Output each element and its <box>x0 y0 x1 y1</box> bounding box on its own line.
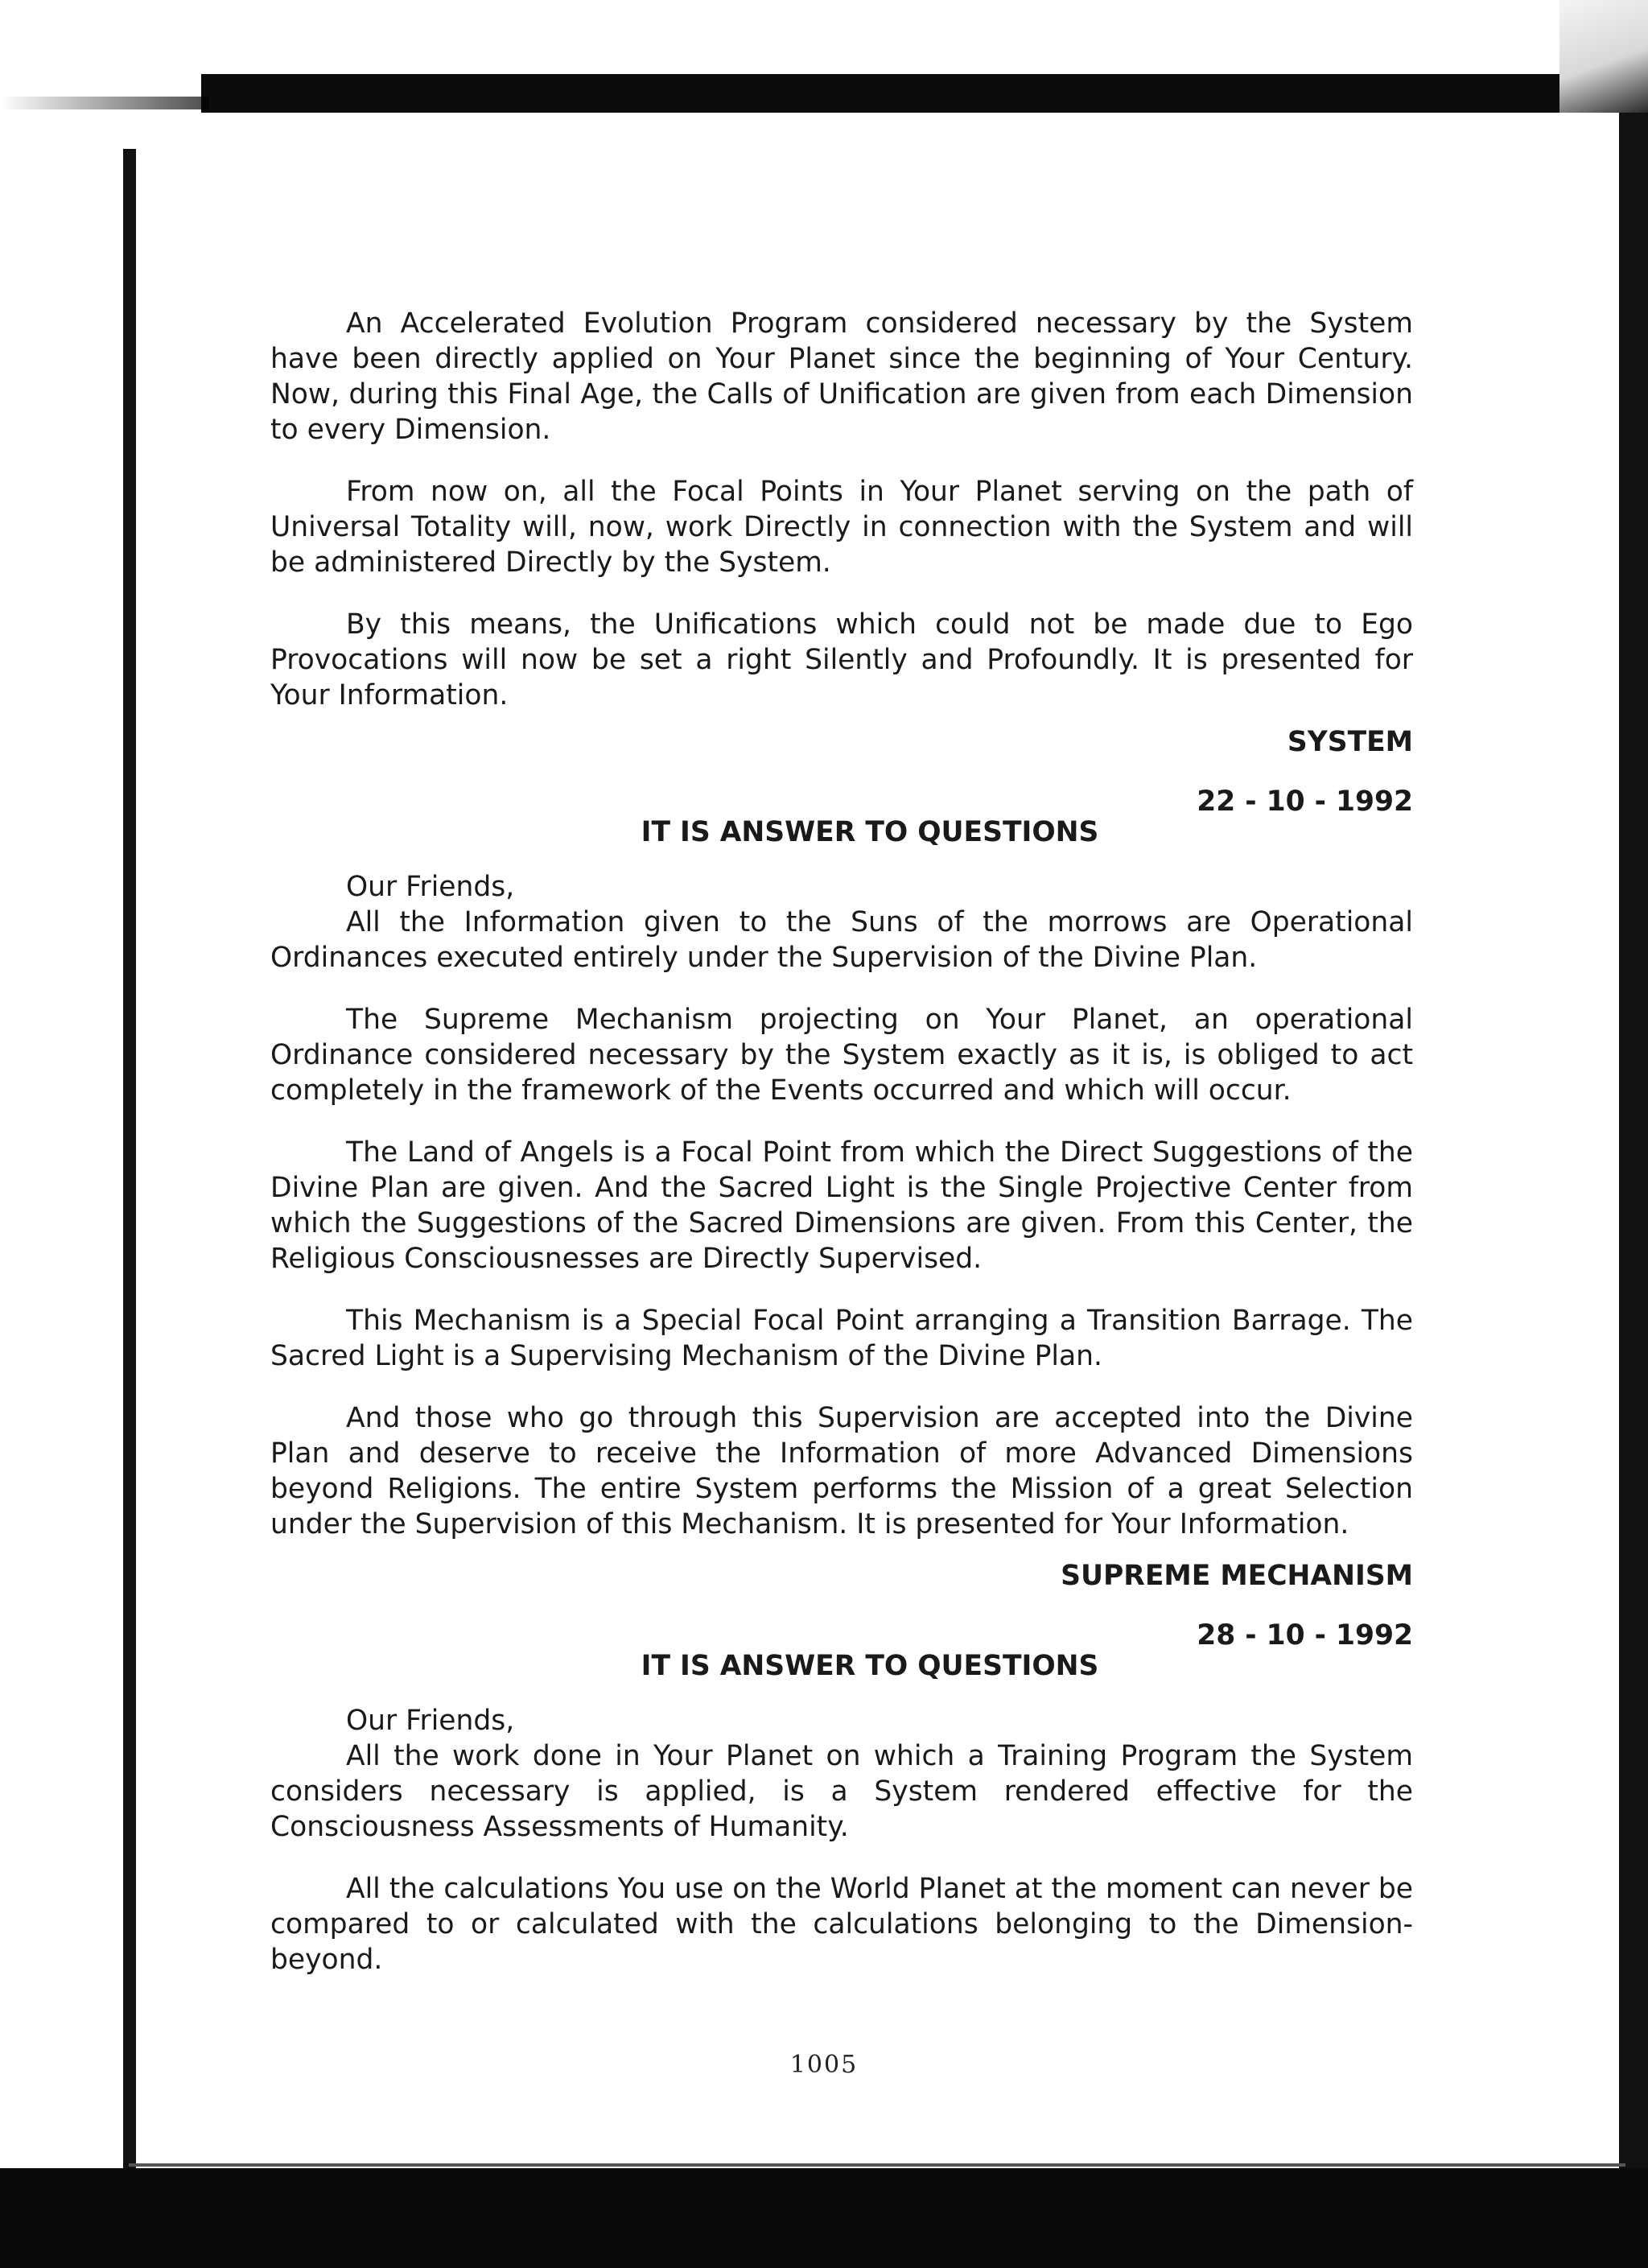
date: 22 - 10 - 1992 <box>1197 786 1413 818</box>
paragraph: This Mechanism is a Special Focal Point arranging a Transition Barrage. The Sacred Light is a Supervising Mechanism of the Divine Plan. <box>270 1305 1413 1372</box>
signature: SYSTEM <box>1287 726 1413 758</box>
paragraph: All the calculations You use on the World Planet at the moment can never be compared to or calculated with the calculations belonging to the Dimension-beyond. <box>270 1873 1413 1976</box>
date: 28 - 10 - 1992 <box>1197 1619 1413 1652</box>
scan-edge-bottom <box>0 2168 1648 2268</box>
scan-edge-top-fade <box>0 97 209 109</box>
scan-margin-top <box>0 0 1648 74</box>
paragraph: By this means, the Unifications which could not be made due to Ego Provocations will now be set a right Silently and Profoundly. It is presented for Your Information. <box>270 608 1413 711</box>
scan-edge-top <box>201 74 1648 113</box>
salutation: Our Friends, <box>346 871 515 903</box>
paragraph: The Supreme Mechanism projecting on Your Planet, an operational Ordinance considered necessary by the System exactly as it is, is obliged to act completely in the framework of the Events occurred and which will occur. <box>270 1004 1413 1107</box>
scan-edge-left <box>123 149 136 2169</box>
scan-corner-artifact <box>1559 0 1648 113</box>
paragraph: And those who go through this Supervision are accepted into the Divine Plan and deserve to receive the Information of more Advanced Dimensions beyond Religions. The entire System performs the Mission of a great Selection under the Supervision of this Mechanism. It is presented for Your Information. <box>270 1402 1413 1540</box>
salutation: Our Friends, <box>346 1705 515 1737</box>
paragraph: An Accelerated Evolution Program considered necessary by the System have been directly applied on Your Planet since the beginning of Your Century. Now, during this Final Age, the Calls of Unification are given from each Dimension to every Dimension. <box>270 307 1413 446</box>
section-heading: IT IS ANSWER TO QUESTIONS <box>641 1650 1099 1682</box>
scan-edge-right <box>1619 113 1648 2173</box>
paragraph: From now on, all the Focal Points in Your Planet serving on the path of Universal Totality will, now, work Directly in connection with the System and will be administered Directly by the System. <box>270 476 1413 579</box>
paragraph: All the work done in Your Planet on which a Training Program the System considers necessary is applied, is a System rendered effective for the Consciousness Assessments of Humanity. <box>270 1740 1413 1843</box>
page-number: 1005 <box>789 2051 859 2079</box>
section-heading: IT IS ANSWER TO QUESTIONS <box>641 816 1099 848</box>
signature: SUPREME MECHANISM <box>1061 1560 1413 1592</box>
scan-bottom-line <box>129 2163 1625 2167</box>
document-page <box>270 306 1413 2004</box>
paragraph: All the Information given to the Suns of the morrows are Operational Ordinances executed entirely under the Supervision of the Divine Plan. <box>270 906 1413 974</box>
paragraph: The Land of Angels is a Focal Point from which the Direct Suggestions of the Divine Plan are given. And the Sacred Light is the Single Projective Center from which the Suggestions of the Sacred Dimensions are given. From this Center, the Religious Consciousnesses are Directly Supervised. <box>270 1136 1413 1275</box>
